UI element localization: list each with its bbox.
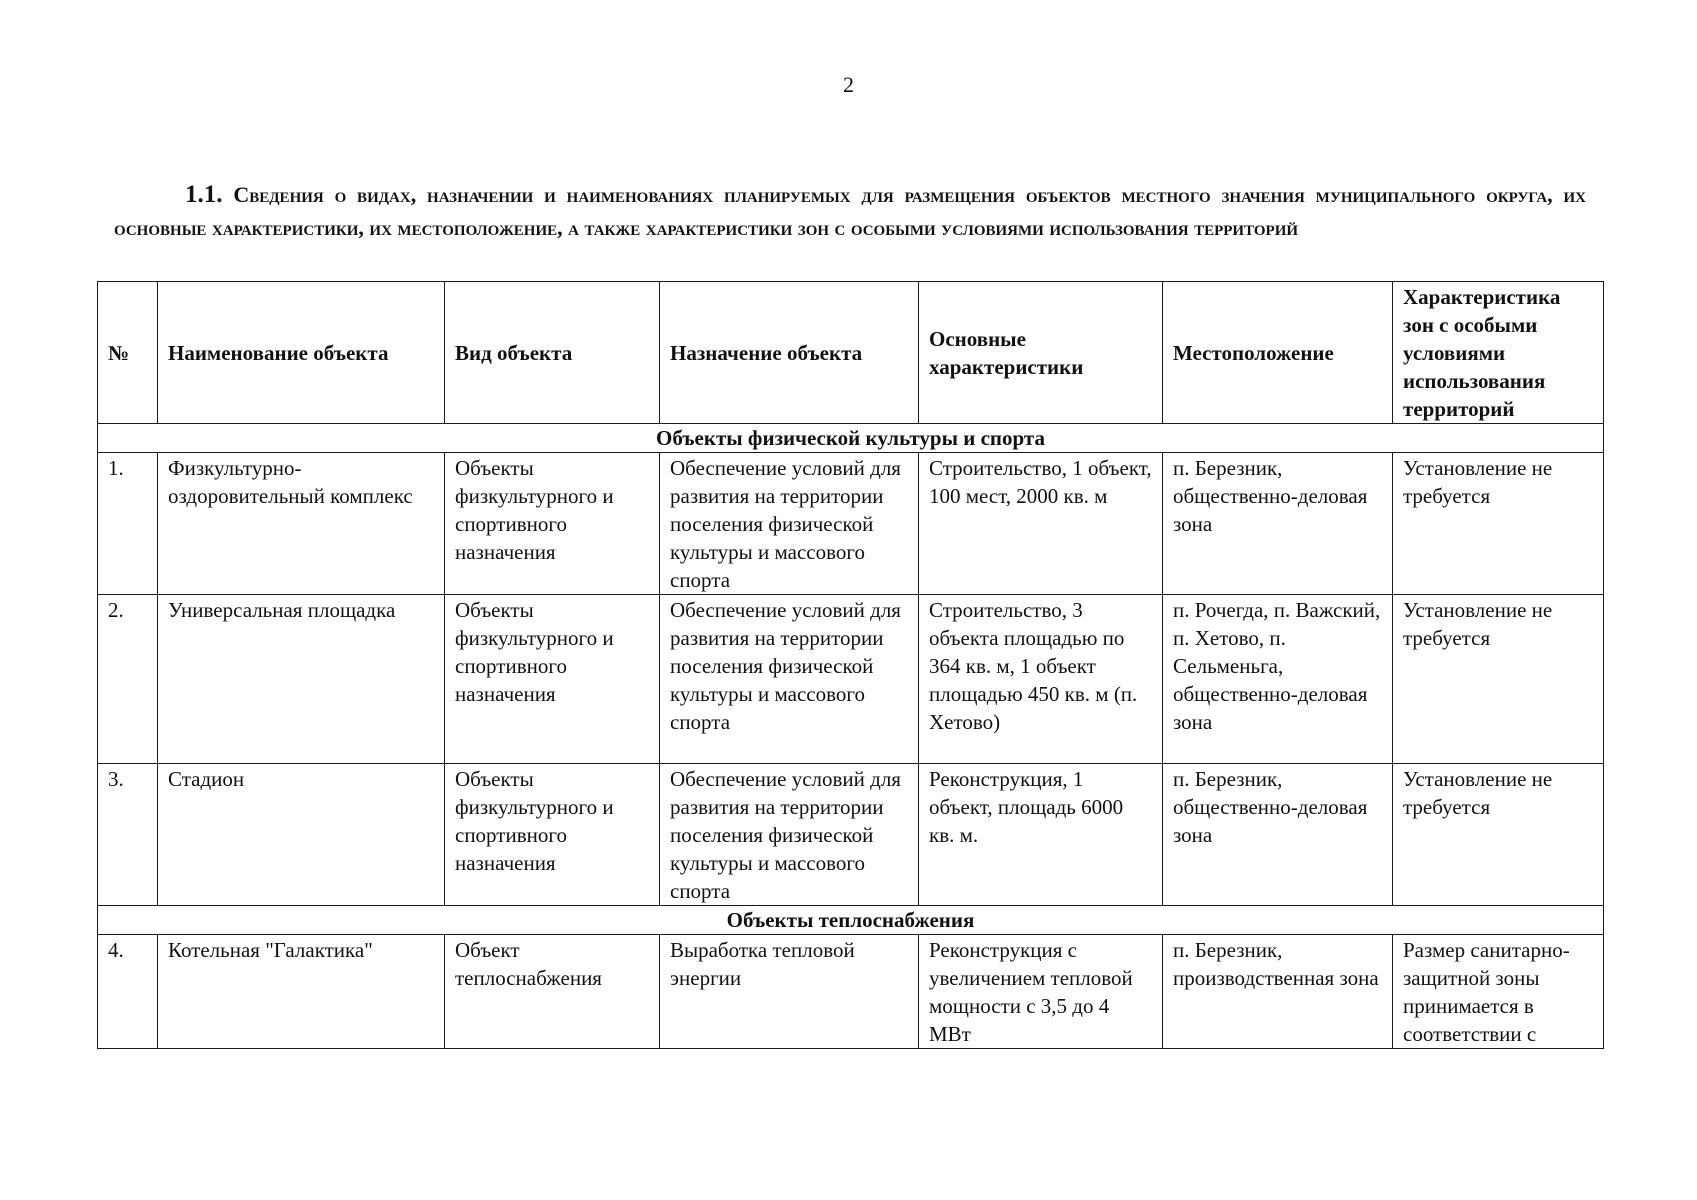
cell-location: п. Рочегда, п. Важский, п. Хетово, п. Сельменьга, общественно-деловая зона [1163, 595, 1393, 764]
section-title-heating: Объекты теплоснабжения [98, 906, 1604, 935]
cell-location: п. Березник, общественно-деловая зона [1163, 453, 1393, 595]
cell-type: Объекты физкультурного и спортивного назначения [445, 453, 660, 595]
cell-location: п. Березник, общественно-деловая зона [1163, 764, 1393, 906]
cell-zones: Установление не требуется [1393, 453, 1604, 595]
cell-purpose: Обеспечение условий для развития на территории поселения физической культуры и массового спорта [660, 764, 919, 906]
section-heading-text: Сведения о видах, назначении и наименованиях планируемых для размещения объектов местного значения муниципального округа, их основные характеристики, их местоположение, а также характеристики зон с особыми условиями использования территорий [114, 182, 1587, 240]
section-row-heating [98, 906, 1604, 935]
column-header-purpose: Назначение объекта [660, 282, 919, 424]
section-heading-number: 1.1. [185, 181, 223, 208]
cell-purpose: Выработка тепловой энергии [660, 935, 919, 1049]
cell-name: Физкультурно-оздоровительный комплекс [158, 453, 445, 595]
cell-zones: Установление не требуется [1393, 764, 1604, 906]
section-title-sport: Объекты физической культуры и спорта [98, 424, 1604, 453]
section-row-sport [98, 424, 1604, 453]
column-header-type: Вид объекта [445, 282, 660, 424]
table-row [98, 453, 1604, 595]
cell-zones: Размер санитарно-защитной зоны принимается в соответствии с [1393, 935, 1604, 1049]
cell-name: Стадион [158, 764, 445, 906]
column-header-characteristics: Основные характеристики [919, 282, 1163, 424]
table-row [98, 764, 1604, 906]
cell-characteristics: Реконструкция с увеличением тепловой мощности с 3,5 до 4 МВт [919, 935, 1163, 1049]
cell-name: Универсальная площадка [158, 595, 445, 764]
cell-type: Объекты физкультурного и спортивного назначения [445, 764, 660, 906]
cell-purpose: Обеспечение условий для развития на территории поселения физической культуры и массового спорта [660, 595, 919, 764]
column-header-zones: Характеристика зон с особыми условиями использования территорий [1393, 282, 1604, 424]
cell-zones: Установление не требуется [1393, 595, 1604, 764]
cell-name: Котельная "Галактика" [158, 935, 445, 1049]
column-header-num: № [98, 282, 158, 424]
cell-characteristics: Строительство, 3 объекта площадью по 364 кв. м, 1 объект площадью 450 кв. м (п. Хетово) [919, 595, 1163, 764]
section-heading [114, 178, 1586, 244]
cell-num: 3. [98, 764, 158, 906]
cell-num: 1. [98, 453, 158, 595]
cell-characteristics: Реконструкция, 1 объект, площадь 6000 кв. м. [919, 764, 1163, 906]
table-row [98, 595, 1604, 764]
column-header-name: Наименование объекта [158, 282, 445, 424]
cell-type: Объект теплоснабжения [445, 935, 660, 1049]
cell-type: Объекты физкультурного и спортивного назначения [445, 595, 660, 764]
cell-characteristics: Строительство, 1 объект, 100 мест, 2000 кв. м [919, 453, 1163, 595]
column-header-location: Местоположение [1163, 282, 1393, 424]
cell-purpose: Обеспечение условий для развития на территории поселения физической культуры и массового спорта [660, 453, 919, 595]
cell-num: 4. [98, 935, 158, 1049]
cell-num: 2. [98, 595, 158, 764]
table-row [98, 935, 1604, 1049]
page-number: 2 [843, 72, 854, 97]
planned-objects-table [97, 281, 1604, 1049]
cell-location: п. Березник, производственная зона [1163, 935, 1393, 1049]
table-header-row [98, 282, 1604, 424]
